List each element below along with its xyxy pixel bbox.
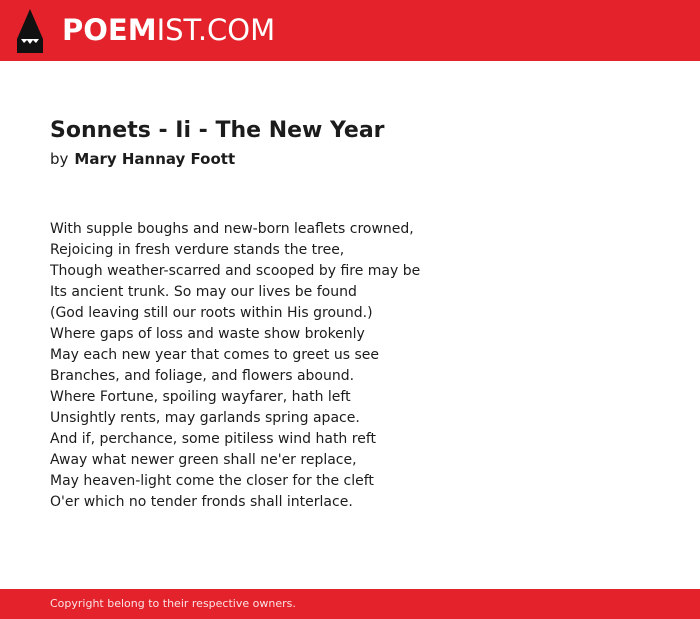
by-label: by: [50, 150, 69, 168]
site-footer: [0, 589, 700, 619]
poem-line: Branches, and foliage, and flowers abound.: [50, 368, 355, 384]
poem-line: Its ancient trunk. So may our lives be found: [50, 284, 357, 300]
poem-line: And if, perchance, some pitiless wind hath reft: [50, 431, 376, 447]
poem-body: [50, 219, 650, 513]
poem-line: Where Fortune, spoiling wayfarer, hath left: [50, 389, 351, 405]
poem-line: Where gaps of loss and waste show brokenly: [50, 326, 365, 342]
poem-title: Sonnets - Ii - The New Year: [50, 118, 385, 143]
poem-line: (God leaving still our roots within His ground.): [50, 305, 373, 321]
poem-line: Though weather-scarred and scooped by fire may be: [50, 263, 421, 279]
poem-line: May heaven-light come the closer for the cleft: [50, 473, 374, 489]
poem-line: Away what newer green shall ne'er replace,: [50, 452, 357, 468]
poem-line: With supple boughs and new-born leaflets crowned,: [50, 221, 414, 237]
author-name: Mary Hannay Foott: [74, 150, 236, 168]
logo-light-text: IST.COM: [156, 13, 276, 47]
logo-bold-text: POEM: [62, 13, 157, 47]
poem-line: O'er which no tender fronds shall interlace.: [50, 494, 353, 510]
poem-line: Rejoicing in fresh verdure stands the tree,: [50, 242, 345, 258]
byline: [50, 149, 235, 169]
logo-wordmark: [62, 12, 275, 48]
site-header: [0, 0, 700, 61]
poem-line: Unsightly rents, may garlands spring apace.: [50, 410, 360, 426]
pencil-icon: [17, 9, 43, 53]
copyright-text: Copyright belong to their respective owners.: [50, 597, 296, 610]
poem-line: May each new year that comes to greet us see: [50, 347, 379, 363]
